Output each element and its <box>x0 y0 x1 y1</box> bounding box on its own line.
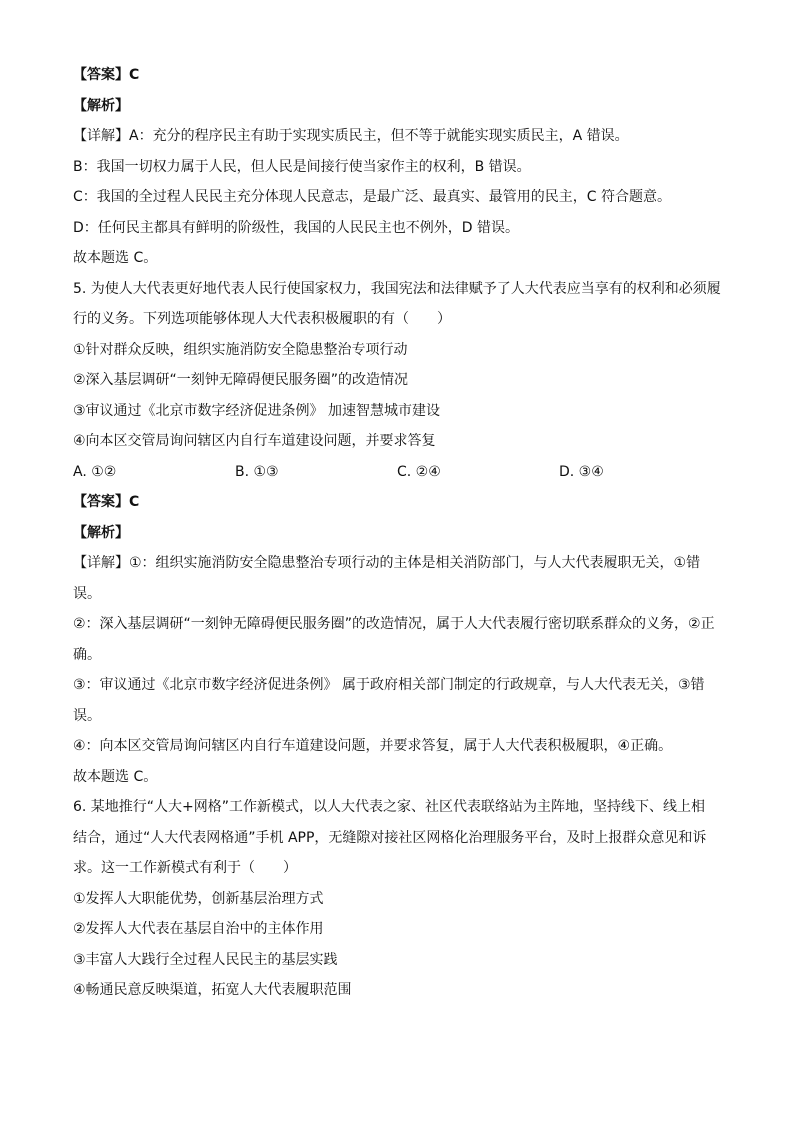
explain-line: ②：深入基层调研“一刻钟无障碍便民服务圈”的改造情况，属于人大代表履行密切联系群众的义务，②正 <box>73 616 715 632</box>
option-a: A. ①② <box>73 463 117 480</box>
analysis-label: 【解析】 <box>73 97 129 114</box>
question-5-item: ①针对群众反映，组织实施消防安全隐患整治专项行动 <box>73 341 408 358</box>
answer-label: 【答案】C <box>73 67 140 83</box>
conclusion-line: 故本题选 C。 <box>73 768 158 785</box>
option-c: C. ②④ <box>397 463 441 480</box>
question-6-item: ④畅通民意反映渠道，拓宽人大代表履职范围 <box>73 982 352 998</box>
option-b: B. ①③ <box>235 463 279 480</box>
question-5-stem: 5. 为使人大代表更好地代表人民行使国家权力，我国宪法和法律赋予了人大代表应当享有的权利和必须履 <box>73 280 721 297</box>
explain-line: 【详解】①：组织实施消防安全隐患整治专项行动的主体是相关消防部门，与人大代表履职无关，①错 <box>73 555 701 571</box>
option-d: D. ③④ <box>559 463 604 480</box>
question-6-item: ③丰富人大践行全过程人民民主的基层实践 <box>73 951 338 968</box>
question-5-item: ②深入基层调研“一刻钟无障碍便民服务圈”的改造情况 <box>73 372 409 388</box>
question-5-item: ③审议通过《北京市数字经济促进条例》 加速智慧城市建设 <box>73 402 440 419</box>
explain-line: 误。 <box>73 707 101 724</box>
explain-line: 误。 <box>73 585 101 602</box>
analysis-label: 【解析】 <box>73 524 129 541</box>
question-6-item: ②发挥人大代表在基层自治中的主体作用 <box>73 921 324 937</box>
explain-line: C：我国的全过程人民民主充分体现人民意志，是最广泛、最真实、最管用的民主，C 符合题意。 <box>73 189 671 205</box>
question-6-stem: 求。这一工作新模式有利于（ ） <box>73 860 297 876</box>
question-6-item: ①发挥人大职能优势，创新基层治理方式 <box>73 890 324 907</box>
answer-label: 【答案】C <box>73 494 140 510</box>
explain-line: 确。 <box>73 646 101 663</box>
conclusion-line: 故本题选 C。 <box>73 250 158 266</box>
explain-line: ④：向本区交管局询问辖区内自行车道建设问题，并要求答复，属于人大代表积极履职，④正确。 <box>73 738 673 754</box>
question-5-item: ④向本区交管局询问辖区内自行车道建设问题，并要求答复 <box>73 433 436 449</box>
explain-line: 【详解】A：充分的程序民主有助于实现实质民主，但不等于就能实现实质民主，A 错误。 <box>73 128 629 144</box>
question-5-options <box>73 457 723 488</box>
question-6-stem: 结合，通过“人大代表网格通”手机 APP，无缝隙对接社区网格化治理服务平台，及时上报群众意见和诉 <box>73 829 707 846</box>
explain-line: ③：审议通过《北京市数字经济促进条例》 属于政府相关部门制定的行政规章，与人大代表无关，③错 <box>73 677 705 693</box>
question-5-stem: 行的义务。下列选项能够体现人大代表积极履职的有（ ） <box>73 311 451 327</box>
explain-line: B：我国一切权力属于人民，但人民是间接行使当家作主的权利，B 错误。 <box>73 158 531 175</box>
explain-line: D：任何民主都具有鲜明的阶级性，我国的人民民主也不例外，D 错误。 <box>73 219 520 236</box>
question-6-stem: 6. 某地推行“人大+网格”工作新模式，以人大代表之家、社区代表联络站为主阵地，坚持线下、线上相 <box>73 799 706 815</box>
document-content <box>73 60 723 1006</box>
